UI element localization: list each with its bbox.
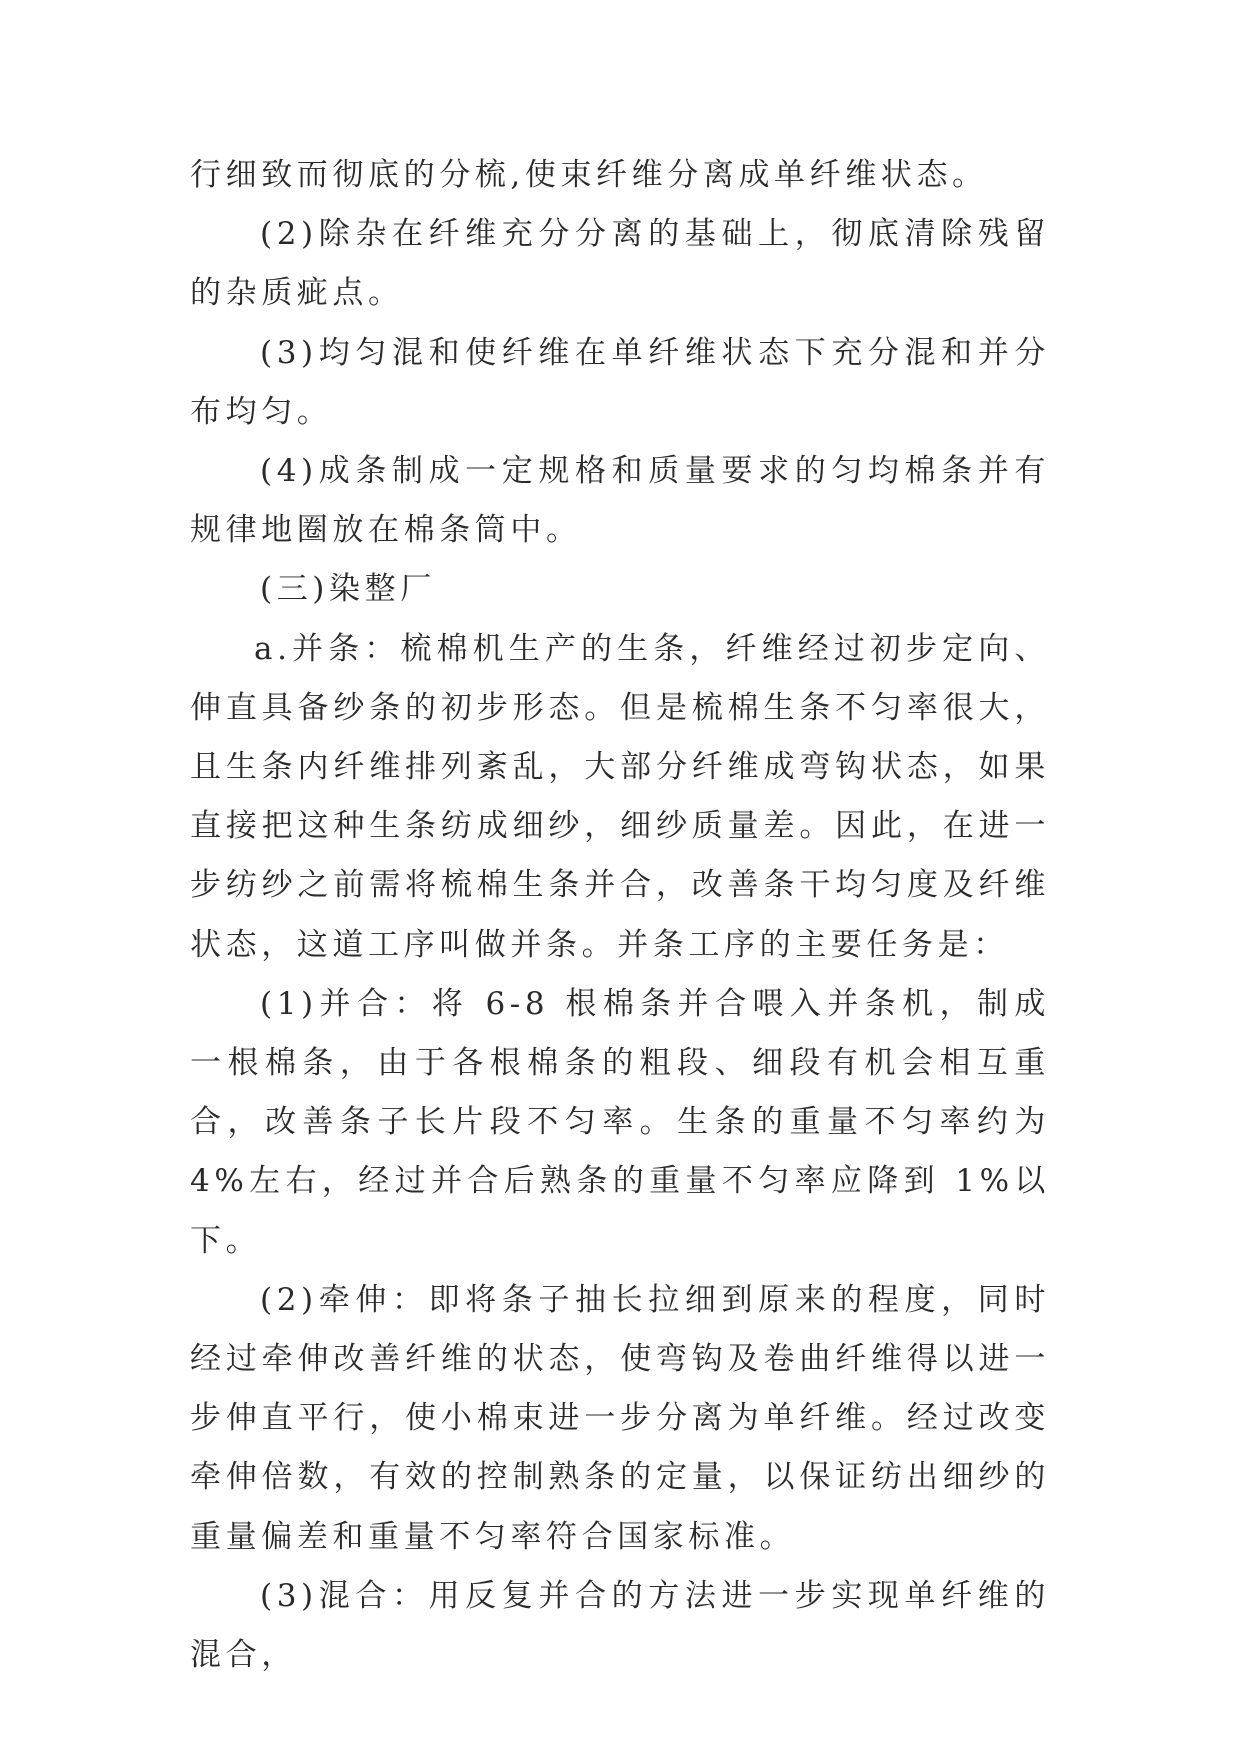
section-heading-dyeing-plant: (三)染整厂 (260, 571, 436, 608)
paragraph-drafting: (2)牵伸：即将条子抽长拉细到原来的程度，同时经过牵伸改善纤维的状态，使弯钩及卷曲纤维得以进一步伸直平行，使小棉束进一步分离为单纤维。经过改变牵伸倍数，有效的控制熟条的定量，以保证纺出细纱的重量偏差和重量不匀率符合国家标准。 (190, 1281, 1050, 1555)
paragraph-uniform-mixing: (3)均匀混和使纤维在单纤维状态下充分混和并分布均匀。 (190, 334, 1050, 430)
paragraph-drawing: a.并条：梳棉机生产的生条，纤维经过初步定向、伸直具备纱条的初步形态。但是梳棉生条不匀率很大，且生条内纤维排列紊乱，大部分纤维成弯钩状态，如果直接把这种生条纺成细纱，细纱质量差。因此，在进一步纺纱之前需将梳棉生条并合，改善条干均匀度及纤维状态，这道工序叫做并条。并条工序的主要任务是： (190, 630, 1050, 963)
paragraph-continuation: 行细致而彻底的分梳,使束纤维分离成单纤维状态。 (190, 157, 988, 193)
paragraph-remove-impurities: (2)除杂在纤维充分分离的基础上，彻底清除残留的杂质疵点。 (190, 216, 1050, 312)
body-text (190, 146, 1050, 1685)
paragraph-blending: (3)混合：用反复并合的方法进一步实现单纤维的混合， (190, 1577, 1050, 1674)
paragraph-sliver-forming: (4)成条制成一定规格和质量要求的匀均棉条并有规律地圈放在棉条筒中。 (190, 453, 1050, 549)
paragraph-doubling: (1)并合：将 6-8 根棉条并合喂入并条机，制成一根棉条，由于各根棉条的粗段、细段有机会相互重合，改善条子长片段不匀率。生条的重量不匀率约为 4%左右，经过并合后熟条的重量不匀率应降到 1%以下。 (190, 985, 1050, 1259)
